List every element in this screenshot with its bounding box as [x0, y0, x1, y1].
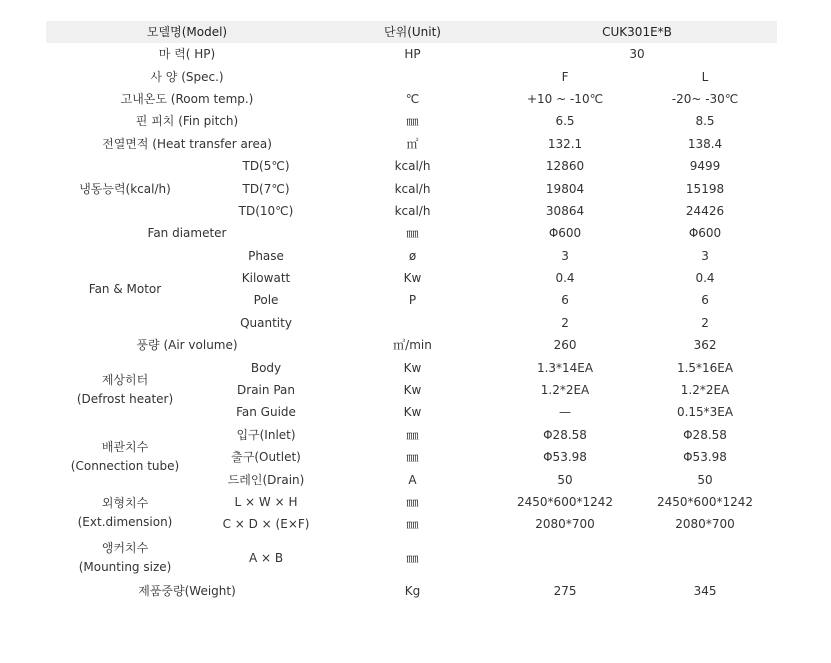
- value-mounting-f: [497, 536, 633, 580]
- row-label-weight: 제품중량(Weight): [138, 583, 236, 598]
- table-row: [46, 424, 777, 446]
- value-phase-f: 3: [561, 248, 569, 263]
- value-body-f: 1.3*14EA: [536, 360, 594, 375]
- ext-dimension-label-en: (Ext.dimension): [77, 515, 173, 530]
- sub-label-lwh: L × W × H: [234, 495, 298, 509]
- ext-dimension-label-ko: 외형치수: [101, 496, 149, 511]
- row-unit-spec: [328, 65, 497, 87]
- row-value-air-volume-f: 260: [553, 338, 577, 353]
- row-value-fan-diameter-l: Φ600: [688, 226, 722, 241]
- table-row: [46, 133, 777, 155]
- unit-lwh: ㎜: [406, 495, 419, 509]
- value-td7-f: 19804: [545, 181, 585, 196]
- value-pole-f: 6: [561, 293, 569, 308]
- unit-td5: kcal/h: [394, 159, 431, 174]
- unit-fan-guide: Kw: [403, 405, 422, 420]
- value-fan-guide-l: 0.15*3EA: [676, 405, 734, 420]
- unit-drain-pan: Kw: [403, 383, 422, 398]
- value-cde-l: 2080*700: [675, 517, 735, 532]
- row-unit-heat-area: ㎡: [406, 136, 419, 151]
- sub-label-phase: Phase: [248, 248, 284, 263]
- value-drain-l: 50: [697, 472, 713, 487]
- table-row: [46, 245, 777, 267]
- sub-label-outlet: 출구(Outlet): [231, 450, 301, 465]
- value-body-l: 1.5*16EA: [676, 360, 734, 375]
- connection-label-en: (Connection tube): [70, 459, 180, 474]
- group-label-mounting: [46, 536, 204, 580]
- value-cde-f: 2080*700: [535, 517, 595, 532]
- row-label-hp: 마 력( HP): [158, 47, 216, 62]
- row-value-fan-diameter-f: Φ600: [548, 226, 582, 241]
- value-drain-pan-l: 1.2*2EA: [680, 383, 730, 398]
- row-value-fin-pitch-f: 6.5: [555, 114, 575, 129]
- row-label-air-volume: 풍량 (Air volume): [136, 338, 238, 353]
- sub-label-body: Body: [250, 360, 282, 375]
- value-td10-f: 30864: [545, 203, 585, 218]
- sub-label-drain: 드레인(Drain): [227, 472, 305, 487]
- value-lwh-f: 2450*600*1242: [517, 495, 613, 509]
- table-row: [46, 155, 777, 177]
- row-value-heat-area-l: 138.4: [687, 136, 723, 151]
- unit-cde: ㎜: [406, 517, 419, 532]
- row-unit-hp: HP: [404, 47, 421, 62]
- table-row: [46, 356, 777, 378]
- sub-label-td7: TD(7℃): [242, 181, 290, 196]
- sub-label-pole: Pole: [253, 293, 279, 308]
- defrost-label-ko: 제상히터: [101, 373, 149, 388]
- sub-label-quantity: Quantity: [240, 315, 292, 330]
- row-label-fan-diameter: Fan diameter: [147, 226, 227, 241]
- sub-label-cde: C × D × (E×F): [222, 517, 310, 532]
- row-value-fin-pitch-l: 8.5: [695, 114, 715, 129]
- row-value-room-temp-f: +10 ~ -10℃: [526, 91, 604, 106]
- header-unit: 단위(Unit): [328, 21, 497, 43]
- unit-body: Kw: [403, 360, 422, 375]
- table-header-row: [46, 21, 777, 43]
- value-td10-l: 24426: [685, 203, 725, 218]
- sub-label-mounting: A × B: [248, 550, 284, 565]
- row-value-spec-l: L: [701, 69, 709, 84]
- row-value-air-volume-l: 362: [693, 338, 717, 353]
- unit-td7: kcal/h: [394, 181, 431, 196]
- unit-kilowatt: Kw: [403, 271, 422, 286]
- row-label-heat-area: 전열면적 (Heat transfer area): [102, 136, 272, 151]
- row-unit-room-temp: ℃: [405, 91, 420, 106]
- table-row: [46, 43, 777, 65]
- row-value-spec-f: F: [561, 69, 569, 84]
- row-value-weight-l: 345: [693, 583, 717, 598]
- unit-pole: P: [408, 293, 417, 308]
- unit-inlet: ㎜: [406, 427, 419, 442]
- sub-label-fan-guide: Fan Guide: [236, 405, 296, 420]
- value-drain-pan-f: 1.2*2EA: [540, 383, 590, 398]
- table-row: [46, 580, 777, 602]
- value-quantity-f: 2: [561, 315, 569, 330]
- value-phase-l: 3: [701, 248, 709, 263]
- spec-table: [46, 21, 777, 602]
- sub-label-kilowatt: Kilowatt: [241, 271, 291, 286]
- unit-outlet: ㎜: [406, 450, 419, 465]
- value-outlet-l: Φ53.98: [683, 450, 727, 465]
- unit-phase: ø: [408, 248, 417, 263]
- table-row: [46, 536, 777, 580]
- value-fan-guide-f: —: [559, 405, 572, 420]
- unit-td10: kcal/h: [394, 203, 431, 218]
- connection-label-ko: 배관치수: [101, 440, 149, 455]
- group-label-capacity: 냉동능력(kcal/h): [79, 181, 171, 196]
- row-label-room-temp: 고내온도 (Room temp.): [120, 91, 254, 106]
- group-label-fan-motor: Fan & Motor: [88, 282, 162, 297]
- sub-label-td5: TD(5℃): [242, 159, 290, 174]
- sub-label-drain-pan: Drain Pan: [237, 383, 295, 398]
- header-product: CUK301E*B: [497, 21, 777, 43]
- table-row: [46, 491, 777, 513]
- header-model: 모델명(Model): [46, 21, 328, 43]
- unit-quantity: [328, 312, 497, 334]
- mounting-label-en: (Mounting size): [78, 559, 172, 574]
- sub-label-inlet: 입구(Inlet): [236, 427, 296, 442]
- sub-label-td10: TD(10℃): [238, 203, 294, 218]
- table-row: [46, 334, 777, 356]
- value-td5-l: 9499: [689, 159, 721, 174]
- value-quantity-l: 2: [701, 315, 709, 330]
- value-kilowatt-l: 0.4: [695, 271, 715, 286]
- row-unit-weight: Kg: [404, 583, 421, 598]
- value-inlet-l: Φ28.58: [683, 427, 727, 442]
- defrost-label-en: (Defrost heater): [76, 392, 174, 407]
- value-pole-l: 6: [701, 293, 709, 308]
- row-unit-fan-diameter: ㎜: [406, 226, 419, 241]
- row-value-weight-f: 275: [553, 583, 577, 598]
- value-td5-f: 12860: [545, 159, 585, 174]
- table-row: [46, 110, 777, 132]
- value-kilowatt-f: 0.4: [555, 271, 575, 286]
- group-label-ext-dimension: [46, 491, 204, 536]
- row-value-hp: 30: [629, 47, 645, 62]
- table-row: [46, 88, 777, 110]
- row-unit-fin-pitch: ㎜: [406, 114, 419, 129]
- group-label-defrost: [46, 356, 204, 423]
- value-td7-l: 15198: [685, 181, 725, 196]
- table-row: [46, 65, 777, 87]
- value-mounting-l: [633, 536, 777, 580]
- unit-mounting: ㎜: [406, 550, 419, 565]
- group-label-connection: [46, 424, 204, 491]
- unit-drain: A: [408, 472, 417, 487]
- row-label-spec: 사 양 (Spec.): [150, 69, 224, 84]
- mounting-label-ko: 앵커치수: [101, 540, 149, 555]
- row-unit-air-volume: ㎥/min: [393, 338, 432, 353]
- row-value-heat-area-f: 132.1: [547, 136, 583, 151]
- table-row: [46, 222, 777, 244]
- row-value-room-temp-l: -20~ -30℃: [671, 91, 739, 106]
- value-lwh-l: 2450*600*1242: [657, 495, 753, 509]
- value-inlet-f: Φ28.58: [543, 427, 587, 442]
- row-label-fin-pitch: 핀 피치 (Fin pitch): [135, 114, 239, 129]
- value-outlet-f: Φ53.98: [543, 450, 587, 465]
- value-drain-f: 50: [557, 472, 573, 487]
